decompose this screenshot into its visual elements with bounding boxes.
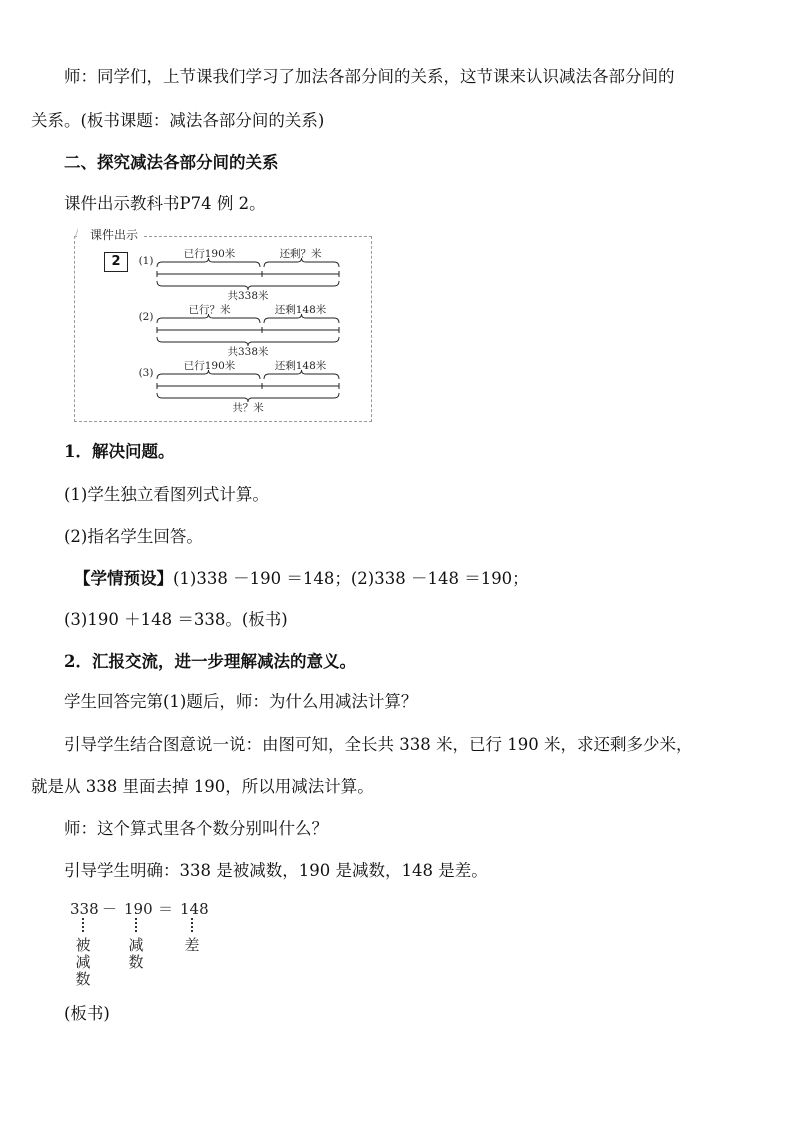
left-brace (157, 370, 260, 379)
dots-subtrahend (135, 918, 139, 932)
courseware-tag: 课件出示 (78, 226, 144, 244)
left-brace (157, 258, 260, 267)
label-minuend-2: 减 (75, 953, 91, 971)
preset-line-2: (3)190 ＋148 ＝338。(板书) (64, 610, 288, 629)
paragraph-intro-line2: 关系。(板书课题：减法各部分间的关系) (31, 111, 325, 130)
paragraph-intro-line1: 师：同学们，上节课我们学习了加法各部分间的关系，这节课来认识减法各部分间的 (64, 67, 675, 86)
total-label: 共338米 (227, 290, 269, 302)
total-label: 共？米 (232, 402, 264, 414)
right-segment-label: 还剩148米 (274, 304, 327, 316)
label-minuend-3: 数 (75, 970, 91, 988)
total-brace (157, 393, 339, 402)
formula-minuend: 338 (70, 900, 99, 918)
row-number: (1) (138, 255, 154, 267)
label-subtrahend-1: 减 (128, 936, 144, 954)
step-1-heading: 1．解决问题。 (64, 442, 175, 461)
step-1-item-2: (2)指名学生回答。 (64, 527, 203, 546)
guide-2: 引导学生明确：338 是被减数，190 是减数，148 是差。 (64, 861, 488, 880)
left-brace (157, 314, 260, 323)
total-brace (157, 337, 339, 346)
row-number: (2) (138, 311, 154, 323)
preset-line-1 (74, 568, 529, 590)
formula-equals: ＝ (158, 900, 174, 918)
section-heading-2: 二、探究减法各部分间的关系 (64, 153, 279, 172)
label-minuend-1: 被 (75, 936, 91, 954)
row-number: (3) (138, 367, 154, 379)
total-brace (157, 281, 339, 290)
left-segment-label: 已行？米 (188, 304, 231, 316)
paragraph-courseware: 课件出示教科书P74 例 2。 (64, 194, 266, 213)
left-segment-label: 已行190米 (183, 360, 236, 372)
formula-subtrahend: 190 (124, 900, 153, 918)
preset-text: (1)338 －190 ＝148；(2)338 －148 ＝190； (173, 569, 529, 588)
total-label: 共338米 (227, 346, 269, 358)
example-number: 2 (104, 252, 128, 272)
dots-minuend (82, 918, 86, 932)
step-2-heading: 2．汇报交流，进一步理解减法的意义。 (64, 652, 356, 671)
formula-minus: － (102, 900, 118, 918)
question-2: 师：这个算式里各个数分别叫什么？ (64, 819, 328, 838)
right-brace (264, 258, 339, 267)
step-1-item-1: (1)学生独立看图列式计算。 (64, 485, 269, 504)
board-note: (板书) (64, 1004, 110, 1023)
guide-1-line1: 引导学生结合图意说一说：由图可知，全长共 338 米，已行 190 米，求还剩多少米， (64, 735, 693, 754)
preset-label: 【学情预设】 (74, 569, 173, 588)
formula-difference: 148 (180, 900, 209, 918)
dots-difference (191, 918, 195, 932)
right-segment-label: 还剩？米 (279, 248, 322, 260)
line-segment-diagram (72, 242, 372, 422)
label-subtrahend-2: 数 (128, 953, 144, 971)
label-difference: 差 (184, 936, 200, 954)
left-segment-label: 已行190米 (183, 248, 236, 260)
right-segment-label: 还剩148米 (274, 360, 327, 372)
guide-1-line2: 就是从 338 里面去掉 190，所以用减法计算。 (31, 777, 374, 796)
question-1: 学生回答完第(1)题后，师：为什么用减法计算？ (64, 692, 418, 711)
